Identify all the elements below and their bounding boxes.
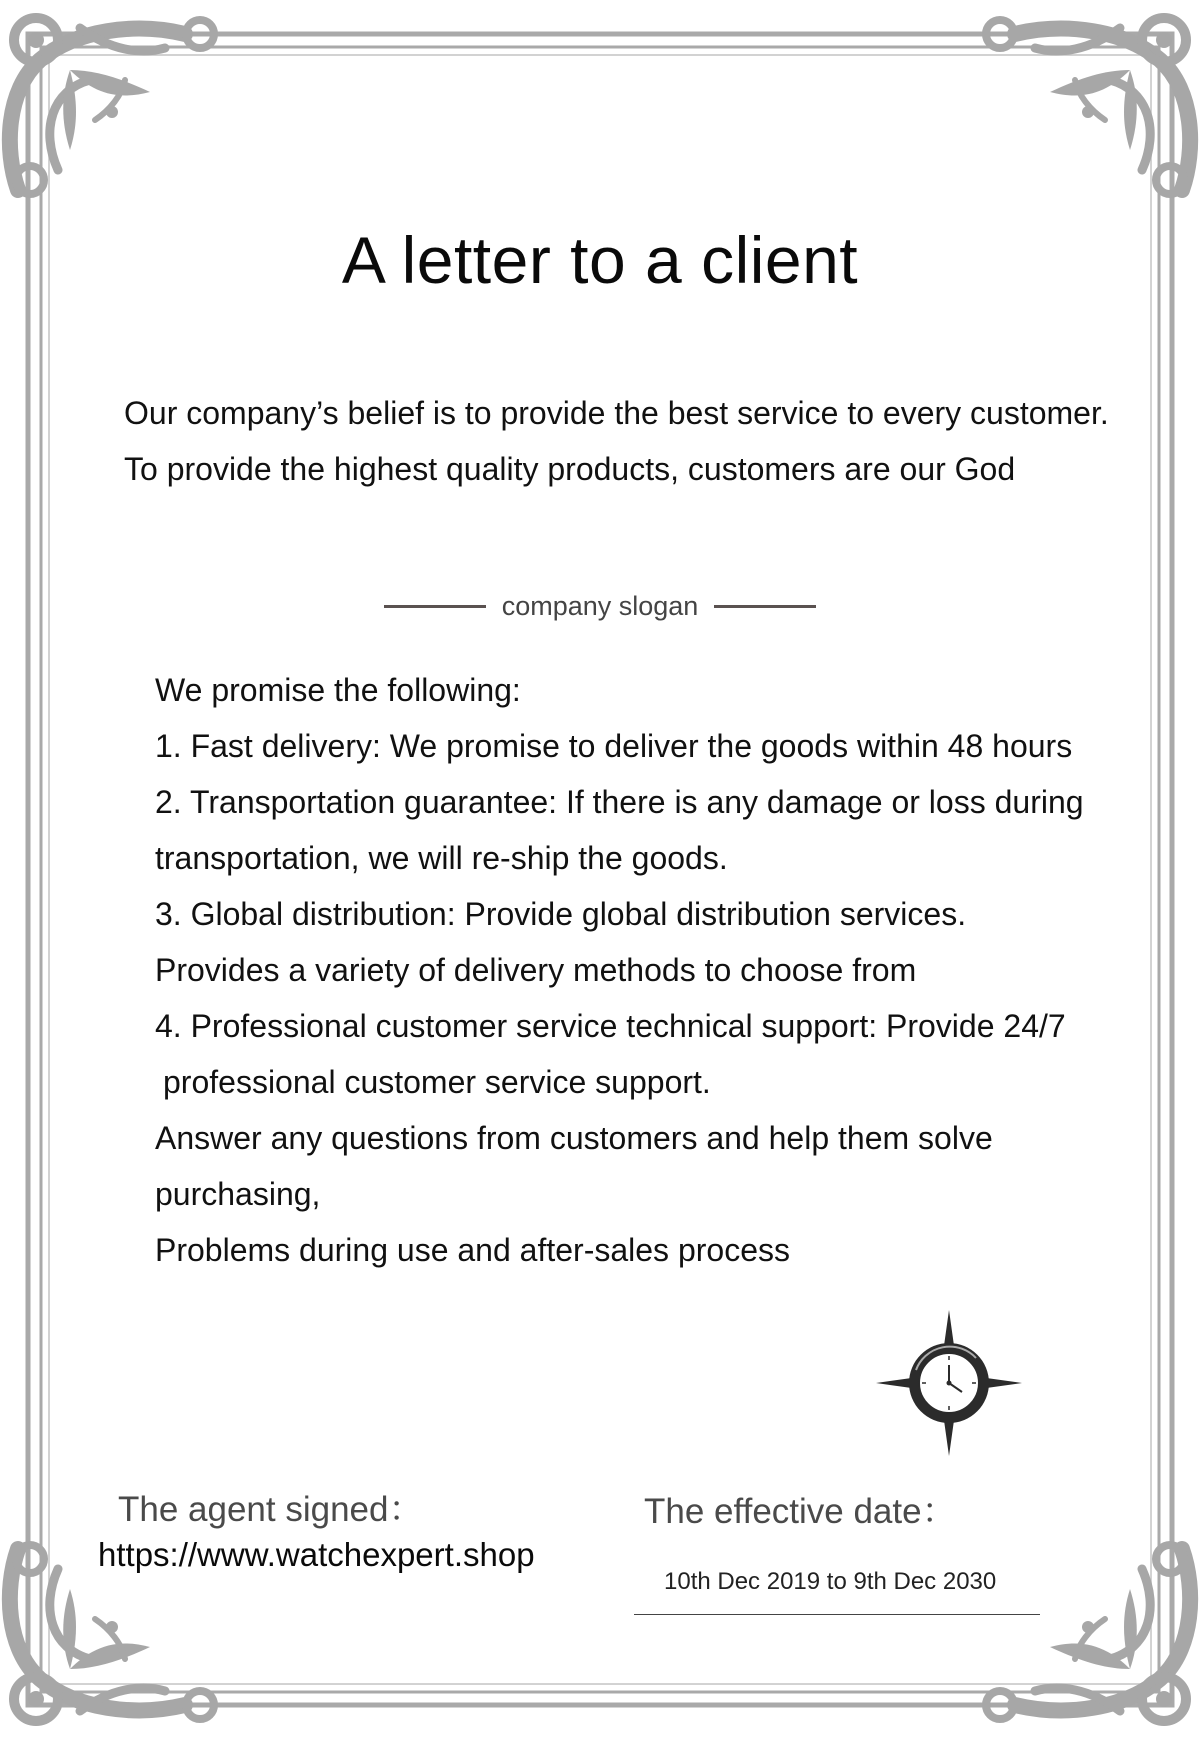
divider-line-left (384, 605, 486, 608)
divider-line-right (714, 605, 816, 608)
page-title: A letter to a client (341, 223, 859, 297)
promise-line: 3. Global distribution: Provide global distribution services. (155, 896, 967, 932)
compass-clock-icon (876, 1310, 1022, 1456)
promise-line: purchasing, (155, 1176, 321, 1212)
promise-line: Answer any questions from customers and help them solve (155, 1120, 993, 1156)
promise-line: Problems during use and after-sales process (155, 1232, 790, 1268)
effective-date-label: The effective date： (644, 1492, 957, 1531)
promise-line: Provides a variety of delivery methods to choose from (155, 952, 917, 988)
promise-line: We promise the following: (155, 672, 521, 708)
agent-website: https://www.watchexpert.shop (98, 1536, 535, 1573)
slogan-divider (0, 586, 1200, 626)
agent-signed-label: The agent signed： (118, 1490, 424, 1529)
promise-line: 1. Fast delivery: We promise to deliver the goods within 48 hours (155, 728, 1073, 764)
promise-list (155, 662, 1115, 1278)
intro-line: To provide the highest quality products, customers are our God (124, 451, 1016, 487)
promise-line: 2. Transportation guarantee: If there is any damage or loss during (155, 784, 1084, 820)
promise-line: professional customer service support. (163, 1064, 711, 1100)
promise-line: transportation, we will re-ship the goods. (155, 840, 728, 876)
effective-date-value: 10th Dec 2019 to 9th Dec 2030 (664, 1568, 997, 1595)
intro-paragraph (124, 385, 1144, 497)
intro-line: Our company’s belief is to provide the best service to every customer. (124, 395, 1109, 431)
promise-line: 4. Professional customer service technical support: Provide 24/7 (155, 1008, 1066, 1044)
date-underline (634, 1614, 1040, 1615)
slogan-text: company slogan (501, 590, 699, 621)
